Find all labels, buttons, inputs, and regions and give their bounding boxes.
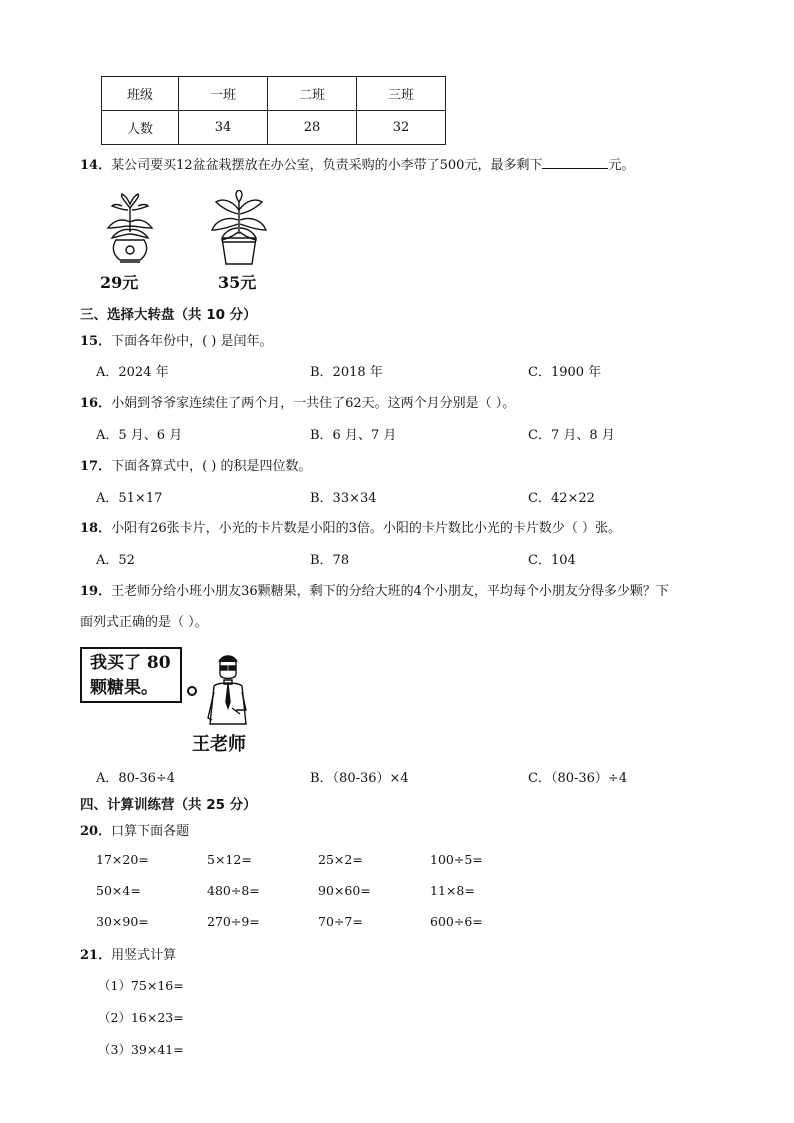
option-b[interactable]: B．2018 年 xyxy=(310,365,383,380)
speech-tail-icon xyxy=(186,685,198,697)
mental-math-item: 30×90= xyxy=(96,914,149,929)
question-text: 小娟到爷爷家连续住了两个月，一共住了62天。这两个月分别是（ ）。 xyxy=(111,396,516,411)
mental-math-item: 17×20= xyxy=(96,852,149,867)
mental-math-item: 600÷6= xyxy=(430,914,483,929)
mental-math-item: 5×12= xyxy=(207,852,252,867)
option-c[interactable]: C．（80-36）÷4 xyxy=(528,771,628,786)
question-20 xyxy=(80,820,189,839)
class-table xyxy=(101,76,446,145)
question-number: 19． xyxy=(80,584,112,599)
question-15 xyxy=(80,330,273,349)
table-cell: 班级 xyxy=(102,77,179,111)
question-number: 16． xyxy=(80,396,112,411)
question-17 xyxy=(80,455,312,474)
table-cell: 34 xyxy=(179,111,268,145)
question-text: 下面各年份中，( ) 是闰年。 xyxy=(111,334,273,349)
vertical-calc-item: （3）39×41= xyxy=(98,1042,184,1057)
mental-math-item: 11×8= xyxy=(430,883,475,898)
question-number: 18． xyxy=(80,521,112,536)
vertical-calc-item: （1）75×16= xyxy=(98,978,184,993)
option-c[interactable]: C．104 xyxy=(528,553,576,568)
option-b[interactable]: B．（80-36）×4 xyxy=(310,771,409,786)
option-b[interactable]: B．6 月、7 月 xyxy=(310,428,397,443)
question-text-end: 元。 xyxy=(608,158,635,173)
price-label-2: 35元 xyxy=(218,273,257,292)
table-cell: 32 xyxy=(357,111,446,145)
section-heading-4: 四、计算训练营（共 25 分） xyxy=(80,797,257,813)
mental-math-item: 70÷7= xyxy=(318,914,363,929)
bubble-line-2: 颗糖果。 xyxy=(90,678,158,698)
speech-bubble xyxy=(80,647,182,703)
mental-math-item: 100÷5= xyxy=(430,852,483,867)
potted-plant-icon xyxy=(208,190,270,266)
table-row xyxy=(102,111,446,145)
mental-math-item: 50×4= xyxy=(96,883,141,898)
option-a[interactable]: A．2024 年 xyxy=(96,365,169,380)
answer-blank[interactable] xyxy=(542,156,608,169)
option-a[interactable]: A．5 月、6 月 xyxy=(96,428,183,443)
question-16 xyxy=(80,392,515,411)
question-19 xyxy=(80,580,669,599)
bubble-line-1: 我买了 80 xyxy=(90,653,171,673)
question-text-continued: 面列式正确的是（ ）。 xyxy=(80,615,208,630)
option-b[interactable]: B．33×34 xyxy=(310,491,377,506)
question-text: 王老师分给小班小朋友36颗糖果，剩下的分给大班的4个小朋友，平均每个小朋友分得多少颗？下 xyxy=(111,584,669,599)
price-label-1: 29元 xyxy=(100,273,139,292)
table-row xyxy=(102,77,446,111)
question-text: 用竖式计算 xyxy=(111,948,177,963)
question-text: 小阳有26张卡片，小光的卡片数是小阳的3倍。小阳的卡片数比小光的卡片数少（ ）张。 xyxy=(111,521,622,536)
question-number: 14． xyxy=(80,158,112,173)
flower-vase-icon xyxy=(100,192,160,264)
question-number: 21． xyxy=(80,948,112,963)
option-b[interactable]: B．78 xyxy=(310,553,350,568)
question-18 xyxy=(80,517,621,536)
table-cell: 人数 xyxy=(102,111,179,145)
question-21 xyxy=(80,944,176,963)
question-14 xyxy=(80,154,634,173)
mental-math-item: 480÷8= xyxy=(207,883,260,898)
vertical-calc-item: （2）16×23= xyxy=(98,1010,184,1025)
mental-math-item: 90×60= xyxy=(318,883,371,898)
option-a[interactable]: A．51×17 xyxy=(96,491,163,506)
option-c[interactable]: C．7 月、8 月 xyxy=(528,428,615,443)
question-number: 15． xyxy=(80,334,112,349)
table-cell: 二班 xyxy=(268,77,357,111)
question-text: 口算下面各题 xyxy=(111,824,190,839)
table-cell: 三班 xyxy=(357,77,446,111)
question-text: 下面各算式中，( ) 的积是四位数。 xyxy=(111,459,312,474)
table-cell: 一班 xyxy=(179,77,268,111)
question-text: 某公司要买12盆盆栽摆放在办公室，负责采购的小李带了500元，最多剩下 xyxy=(111,158,543,173)
option-c[interactable]: C．42×22 xyxy=(528,491,595,506)
option-a[interactable]: A．80-36÷4 xyxy=(96,771,176,786)
teacher-icon xyxy=(202,652,254,726)
option-a[interactable]: A．52 xyxy=(96,553,135,568)
option-c[interactable]: C．1900 年 xyxy=(528,365,602,380)
teacher-caption: 王老师 xyxy=(192,734,246,755)
question-number: 17． xyxy=(80,459,112,474)
question-number: 20． xyxy=(80,824,112,839)
mental-math-item: 270÷9= xyxy=(207,914,260,929)
table-cell: 28 xyxy=(268,111,357,145)
section-heading-3: 三、选择大转盘（共 10 分） xyxy=(80,307,257,323)
mental-math-item: 25×2= xyxy=(318,852,363,867)
